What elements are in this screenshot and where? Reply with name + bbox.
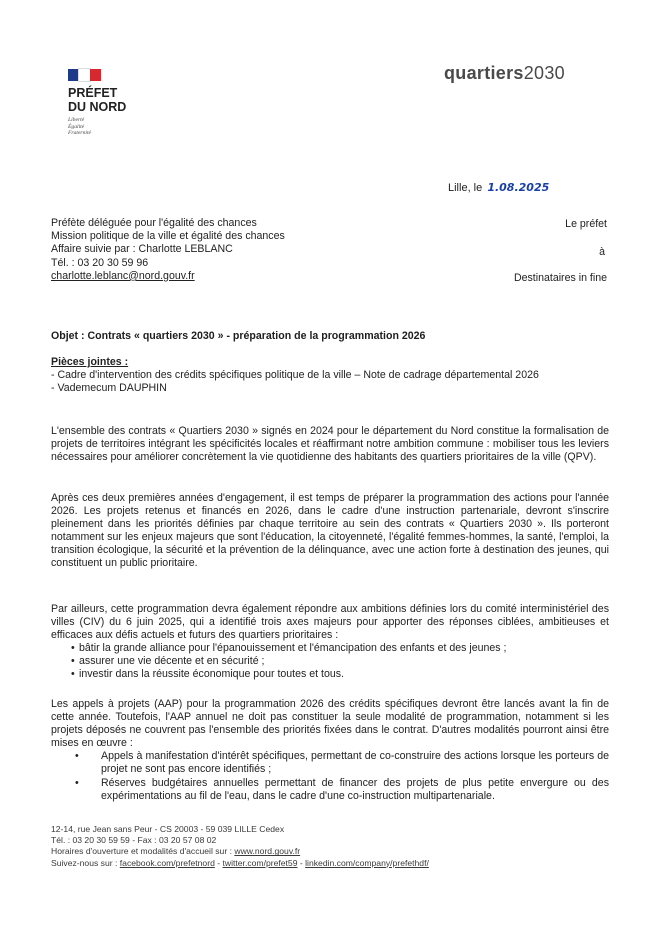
list-item: • Appels à manifestation d'intérêt spécifiques, permettant de co-construire des actions lorsque les porteurs de projet ne sont pas encore identifiés ; (51, 750, 609, 776)
recipient-line1: Le préfet (565, 218, 607, 230)
footer-phones: Tél. : 03 20 30 59 59 - Fax : 03 20 57 08 02 (51, 835, 217, 846)
sender-line2: Mission politique de la ville et égalité des chances (51, 230, 285, 243)
quartiers-2030-logo (444, 63, 565, 84)
footer (51, 824, 429, 869)
sender-line1: Préfète déléguée pour l'égalité des chances (51, 217, 257, 229)
list-item: • Réserves budgétaires annuelles permettant de financer des projets de plus petite envergure ou des expérimentations au fil de l'eau, dans le cadre d'une co-instruction multipartenariale. (51, 777, 609, 803)
subject-line: Objet : Contrats « quartiers 2030 » - préparation de la programmation 2026 (51, 330, 426, 342)
footer-separator: - (297, 857, 306, 868)
attachment-item: - Cadre d'intervention des crédits spécifiques politique de la ville – Note de cadrage départemental 2026 (51, 369, 539, 381)
attachment-item: - Vademecum DAUPHIN (51, 382, 167, 395)
motto-liberte: Liberté (68, 117, 85, 123)
paragraph-text: Par ailleurs, cette programmation devra également répondre aux ambitions définies lors du comité interministériel des villes (CIV) du 6 juin 2025, qui a identifié trois axes majeurs pour apporter des réponses ciblées, ambitieuses et efficaces aux défis actuels et futurs des quartiers prioritaires : (51, 603, 609, 642)
sender-line3: Affaire suivie par : Charlotte LEBLANC (51, 243, 233, 256)
sender-email-link[interactable]: charlotte.leblanc@nord.gouv.fr (51, 269, 195, 282)
handwritten-date: 1.08.2025 (487, 181, 550, 194)
footer-hours (51, 846, 429, 857)
program-logo-word: quartiers (444, 63, 524, 83)
institution-line2: DU NORD (68, 100, 127, 114)
paragraph-text: Les appels à projets (AAP) pour la programmation 2026 des crédits spécifiques devront être lancés avant la fin de cette année. Toutefois, l'AAP annuel ne doit pas constituer la seule modalité de programmation, notamment si les projets déposés ne couvrent pas l'ensemble des priorités fixées dans le contrat. D'autres modalités pourront ainsi être mises en œuvre : (51, 698, 609, 750)
footer-separator: - (214, 857, 223, 868)
recipient-line3: Destinataires in fine (513, 272, 607, 284)
body-paragraph-4 (51, 698, 609, 803)
twitter-link[interactable]: twitter.com/prefet59 (222, 857, 298, 868)
prefecture-logo (68, 86, 126, 114)
institution-line1: PRÉFET (68, 86, 118, 100)
list-item: • investir dans la réussite économique pour toutes et tous. (51, 668, 609, 681)
recipient-line2: à (599, 246, 605, 258)
linkedin-link[interactable]: linkedin.com/company/prefethdf/ (305, 857, 429, 868)
attachments-label: Pièces jointes : (51, 356, 129, 368)
website-link[interactable]: www.nord.gouv.fr (234, 846, 301, 857)
motto-egalite: Égalité (68, 123, 85, 130)
footer-hours-label: Horaires d'ouverture et modalités d'accueil sur : (51, 846, 235, 857)
list-item: • bâtir la grande alliance pour l'épanouissement et l'émancipation des enfants et des jeunes ; (51, 642, 609, 655)
footer-address: 12-14, rue Jean sans Peur - CS 20003 - 59 039 LILLE Cedex (51, 824, 285, 834)
sender-block (51, 217, 285, 283)
body-paragraph-2: Après ces deux premières années d'engagement, il est temps de préparer la programmation des actions pour l'année 2026. Les projets retenus et financés en 2026, dans le cadre d'une instruction partenariale, devront s'inscrire pleinement dans les priorités définies par chaque territoire au sein des contrats « Quartiers 2030 ». Ils porteront notamment sur les enjeux majeurs que sont l'éducation, la citoyenneté, l'égalité femmes-hommes, la santé, l'emploi, la transition écologique, la sécurité et la prévention de la délinquance, avec une action forte à destination des jeunes, qui constituent un public prioritaire. (51, 492, 609, 570)
body-paragraph-3 (51, 603, 609, 682)
footer-social (51, 858, 429, 869)
motto (68, 117, 91, 137)
body-paragraph-1: L'ensemble des contrats « Quartiers 2030 » signés en 2024 pour le département du Nord constitue la formalisation de projets de territoires intégrant les spécificités locales et réaffirmant notre ambition commune : mobiliser tous les leviers nécessaires pour améliorer concrètement la vie quotidienne des habitants des quartiers prioritaires de la ville (QPV). (51, 425, 609, 464)
bullet-list (51, 642, 609, 681)
program-logo-year: 2030 (523, 63, 565, 83)
footer-social-label: Suivez-nous sur : (51, 857, 120, 868)
attachments-list (51, 369, 611, 395)
motto-fraternite: Fraternité (68, 130, 91, 136)
dateline (448, 181, 549, 194)
sender-phone: Tél. : 03 20 30 59 96 (51, 256, 149, 269)
facebook-link[interactable]: facebook.com/prefetnord (119, 857, 215, 868)
bullet-list (51, 750, 609, 802)
date-place: Lille, le (448, 182, 483, 194)
flag-emblem (68, 68, 101, 80)
list-item: • assurer une vie décente et en sécurité ; (51, 655, 609, 668)
